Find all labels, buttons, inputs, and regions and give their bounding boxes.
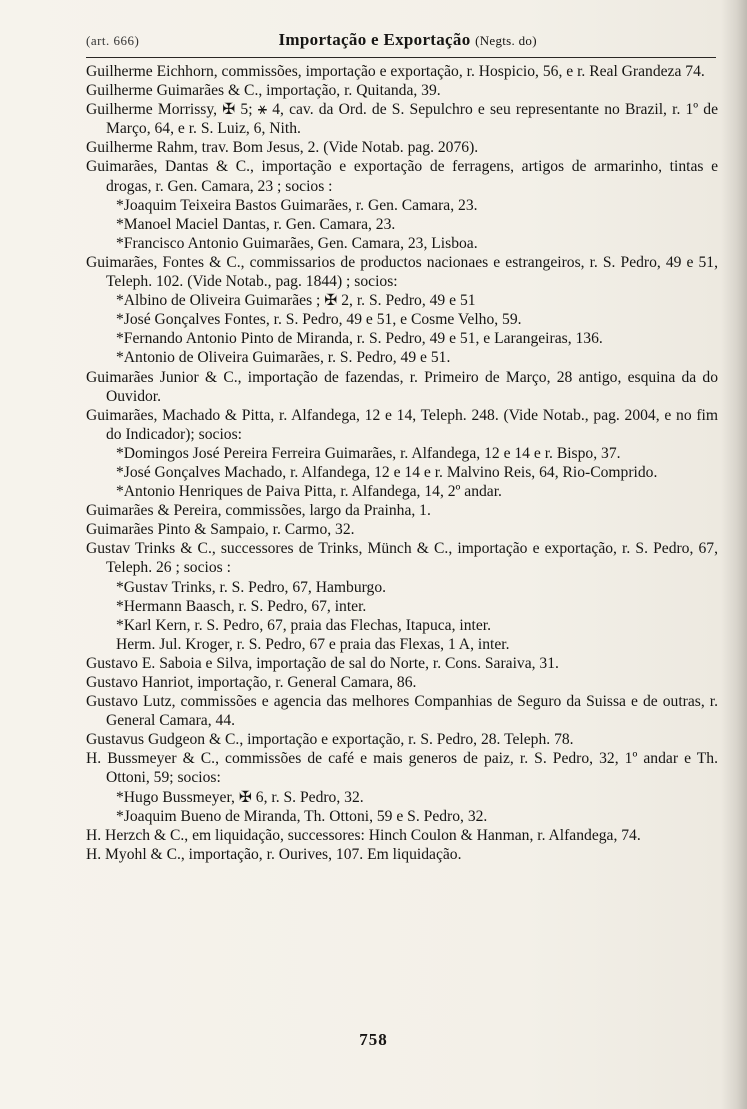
directory-entry: Guimarães, Dantas & C., importação e exportação de ferragens, artigos de armarinho, tintas e drogas, r. Gen. Camara, 23 ; socios : [86,158,718,195]
directory-entry: H. Herzch & C., em liquidação, successores: Hinch Coulon & Hanman, r. Alfandega, 74. [86,826,641,844]
partner-line: *Domingos José Pereira Ferreira Guimarães, r. Alfandega, 12 e 14 e r. Bispo, 37. [116,444,621,462]
partner-line: *Gustav Trinks, r. S. Pedro, 67, Hamburgo. [116,578,387,596]
partner-line: Herm. Jul. Kroger, r. S. Pedro, 67 e praia das Flexas, 1 A, inter. [116,635,510,653]
directory-entry: Guilherme Rahm, trav. Bom Jesus, 2. (Vide Notab. pag. 2076). [86,139,479,157]
header-article-ref: (art. 666) [86,33,140,48]
partner-line: *Hugo Bussmeyer, ✠ 6, r. S. Pedro, 32. [116,788,364,806]
partner-line: *José Gonçalves Machado, r. Alfandega, 12 e 14 e r. Malvino Reis, 64, Rio-Comprido. [116,463,658,481]
partner-line: *Manoel Maciel Dantas, r. Gen. Camara, 23. [116,215,396,233]
partner-line: *Francisco Antonio Guimarães, Gen. Camara, 23, Lisboa. [116,234,478,252]
directory-entry: Guimarães, Fontes & C., commissarios de productos nacionaes e estrangeiros, r. S. Pedro, 49 e 51, Teleph. 102. (Vide Notab., pag. 1844) ; socios: [86,253,718,291]
directory-entry: Guimarães, Machado & Pitta, r. Alfandega, 12 e 14, Teleph. 248. (Vide Notab., pag. 2004, e no fim do Indicador); socios: [86,406,718,443]
directory-entry: H. Bussmeyer & C., commissões de café e mais generos de paiz, r. S. Pedro, 32, 1º andar e Th. Ottoni, 59; socios: [86,750,718,787]
directory-entry: Guilherme Morrissy, ✠ 5; ⚹ 4, cav. da Ord. de S. Sepulchro e seu representante no Brazil, r. 1º de Março, 64, e r. S. Luiz, 6, Nith. [86,101,718,138]
directory-entry: Guilherme Eichhorn, commissões, importação e exportação, r. Hospicio, 56, e r. Real Grandeza 74. [86,63,705,80]
running-header [86,30,716,58]
page-number: 758 [359,1030,388,1049]
partner-line: *José Gonçalves Fontes, r. S. Pedro, 49 e 51, e Cosme Velho, 59. [116,311,522,329]
partner-line: *Joaquim Bueno de Miranda, Th. Ottoni, 59 e S. Pedro, 32. [116,807,488,825]
header-title-group [279,30,537,50]
partner-line: *Hermann Baasch, r. S. Pedro, 67, inter. [116,597,367,615]
partner-line: *Fernando Antonio Pinto de Miranda, r. S. Pedro, 49 e 51, e Larangeiras, 136. [116,330,603,348]
directory-entry: Gustavo Lutz, commissões e agencia das melhores Companhias de Seguro da Suissa e de outras, r. General Camara, 44. [86,693,718,730]
partner-line: *Albino de Oliveira Guimarães ; ✠ 2, r. S. Pedro, 49 e 51 [116,292,476,310]
partner-line: *Joaquim Teixeira Bastos Guimarães, r. Gen. Camara, 23. [116,196,478,214]
directory-entry: Guilherme Guimarães & C., importação, r. Quitanda, 39. [86,82,441,100]
directory-entry: H. Myohl & C., importação, r. Ourives, 107. Em liquidação. [86,845,462,863]
partner-line: *Karl Kern, r. S. Pedro, 67, praia das Flechas, Itapuca, inter. [116,616,492,634]
partner-line: *Antonio de Oliveira Guimarães, r. S. Pedro, 49 e 51. [116,349,451,367]
partner-line: *Antonio Henriques de Paiva Pitta, r. Alfandega, 14, 2º andar. [116,483,502,501]
directory-entry: Guimarães Junior & C., importação de fazendas, r. Primeiro de Março, 28 antigo, esquina da do Ouvidor. [86,368,718,405]
directory-entry: Guimarães Pinto & Sampaio, r. Carmo, 32. [86,521,355,539]
directory-entry: Gustavo Hanriot, importação, r. General Camara, 86. [86,674,417,691]
directory-entry: Guimarães & Pereira, commissões, largo da Prainha, 1. [86,502,431,520]
directory-entry: Gustav Trinks & C., successores de Trinks, Münch & C., importação e exportação, r. S. Pedro, 67, Teleph. 26 ; socios : [86,540,718,577]
page-edge-shadow [721,0,747,1109]
directory-entry: Gustavo E. Saboia e Silva, importação de sal do Norte, r. Cons. Saraiva, 31. [86,654,559,672]
directory-entry: Gustavus Gudgeon & C., importação e exportação, r. S. Pedro, 28. Teleph. 78. [86,731,574,749]
header-subtitle: (Negts. do) [475,33,537,48]
directory-listing [86,62,718,864]
header-title: Importação e Exportação [278,30,471,49]
